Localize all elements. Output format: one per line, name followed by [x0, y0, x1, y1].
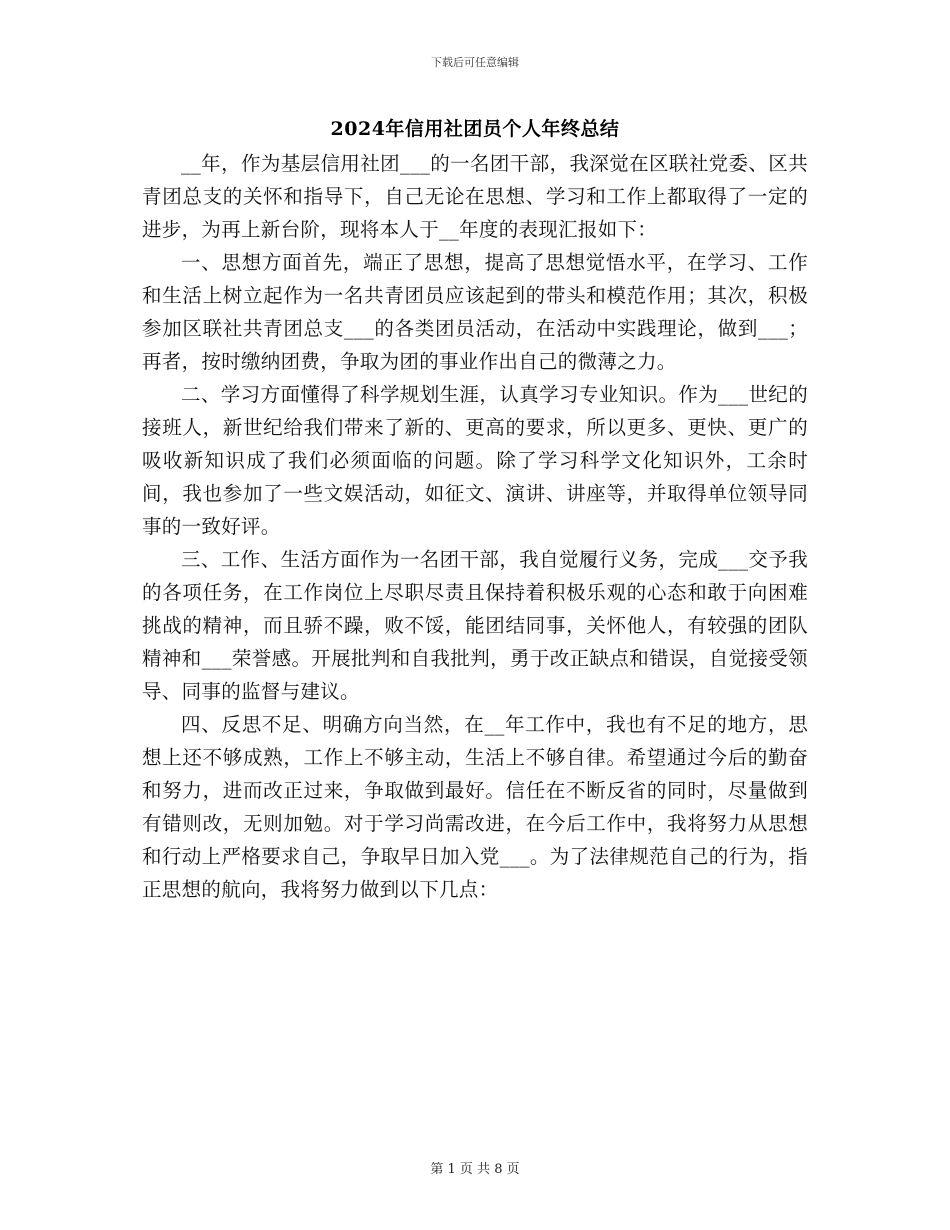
document-body: [142, 147, 808, 906]
document-title: 2024年信用社团员个人年终总结: [330, 118, 620, 140]
paragraph-study: 二、学习方面懂得了科学规划生涯，认真学习专业知识。作为___世纪的接班人，新世纪给我们带来了新的、更高的要求，所以更多、更快、更广的吸收新知识成了我们必须面临的问题。除了学习科学文化知识外，工余时间，我也参加了一些文娱活动，如征文、演讲、讲座等，并取得单位领导同事的一致好评。: [142, 383, 808, 538]
paragraph-reflection: 四、反思不足、明确方向当然，在__年工作中，我也有不足的地方，思想上还不够成熟，工作上不够主动，生活上不够自律。希望通过今后的勤奋和努力，进而改正过来，争取做到最好。信任在不断反省的同时，尽量做到有错则改，无则加勉。对于学习尚需改进，在今后工作中，我将努力从思想和行动上严格要求自己，争取早日加入党___。为了法律规范自己的行为，指正思想的航向，我将努力做到以下几点：: [142, 713, 808, 901]
paragraph-intro: __年，作为基层信用社团___的一名团干部，我深觉在区联社党委、区共青团总支的关怀和指导下，自己无论在思想、学习和工作上都取得了一定的进步，为再上新台阶，现将本人于__年度的表现汇报如下：: [142, 152, 808, 241]
page-number: 第 1 页 共 8 页: [430, 1162, 520, 1177]
header-note: 下载后可任意编辑: [431, 56, 519, 69]
paragraph-thought: 一、思想方面首先，端正了思想，提高了思想觉悟水平，在学习、工作和生活上树立起作为一名共青团员应该起到的带头和模范作用；其次，积极参加区联社共青团总支___的各类团员活动，在活动中实践理论，做到___；再者，按时缴纳团费，争取为团的事业作出自己的微薄之力。: [142, 251, 808, 373]
paragraph-work-life: 三、工作、生活方面作为一名团干部，我自觉履行义务，完成___交予我的各项任务，在工作岗位上尽职尽责且保持着积极乐观的心态和敢于向困难挑战的精神，而且骄不躁，败不馁，能团结同事，关怀他人，有较强的团队精神和___荣誉感。开展批判和自我批判，勇于改正缺点和错误，自觉接受领导、同事的监督与建议。: [142, 548, 808, 703]
